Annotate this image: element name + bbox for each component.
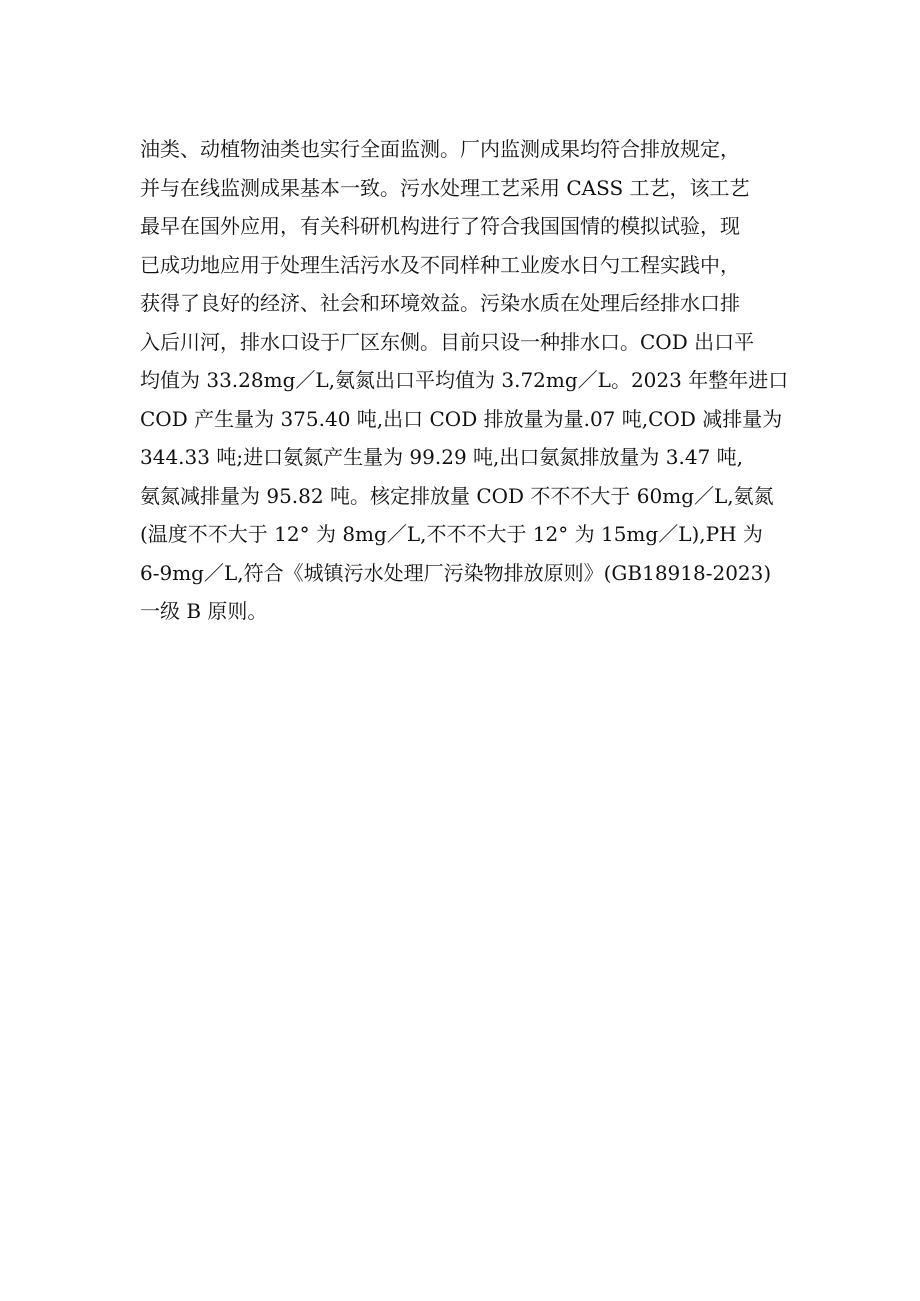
text-line: (温度不不大于 12° 为 8mg／L,不不不大于 12° 为 15mg／L),PH 为: [140, 522, 763, 546]
text-line: 入后川河，排水口设于厂区东侧。目前只设一种排水口。COD 出口平: [140, 329, 755, 354]
text-line: 已成功地应用于处理生活污水及不同样种工业废水日勺工程实践中，: [140, 252, 740, 277]
text-line: 均值为 33.28mg／L,氨氮出口平均值为 3.72mg／L。2023 年整年进口: [140, 368, 789, 392]
text-line: 一级 B 原则。: [140, 599, 268, 623]
text-line: 氨氮减排量为 95.82 吨。核定排放量 COD 不不不大于 60mg／L,氨氮: [140, 483, 774, 508]
text-line: 344.33 吨;进口氨氮产生量为 99.29 吨,出口氨氮排放量为 3.47 吨,: [140, 445, 744, 469]
text-line: COD 产生量为 375.40 吨,出口 COD 排放量为量.07 吨,COD 减排量为: [140, 406, 783, 431]
text-line: 最早在国外应用，有关科研机构进行了符合我国国情的模拟试验，现: [140, 214, 740, 238]
text-line: 获得了良好的经济、社会和环境效益。污染水质在处理后经排水口排: [140, 291, 740, 315]
text-line: 并与在线监测成果基本一致。污水处理工艺采用 CASS 工艺，该工艺: [140, 175, 750, 200]
body-paragraph: [140, 130, 800, 631]
text-line: 油类、动植物油类也实行全面监测。厂内监测成果均符合排放规定，: [140, 137, 740, 161]
text-line: 6-9mg／L,符合《城镇污水处理厂污染物排放原则》(GB18918-2023): [140, 560, 772, 585]
